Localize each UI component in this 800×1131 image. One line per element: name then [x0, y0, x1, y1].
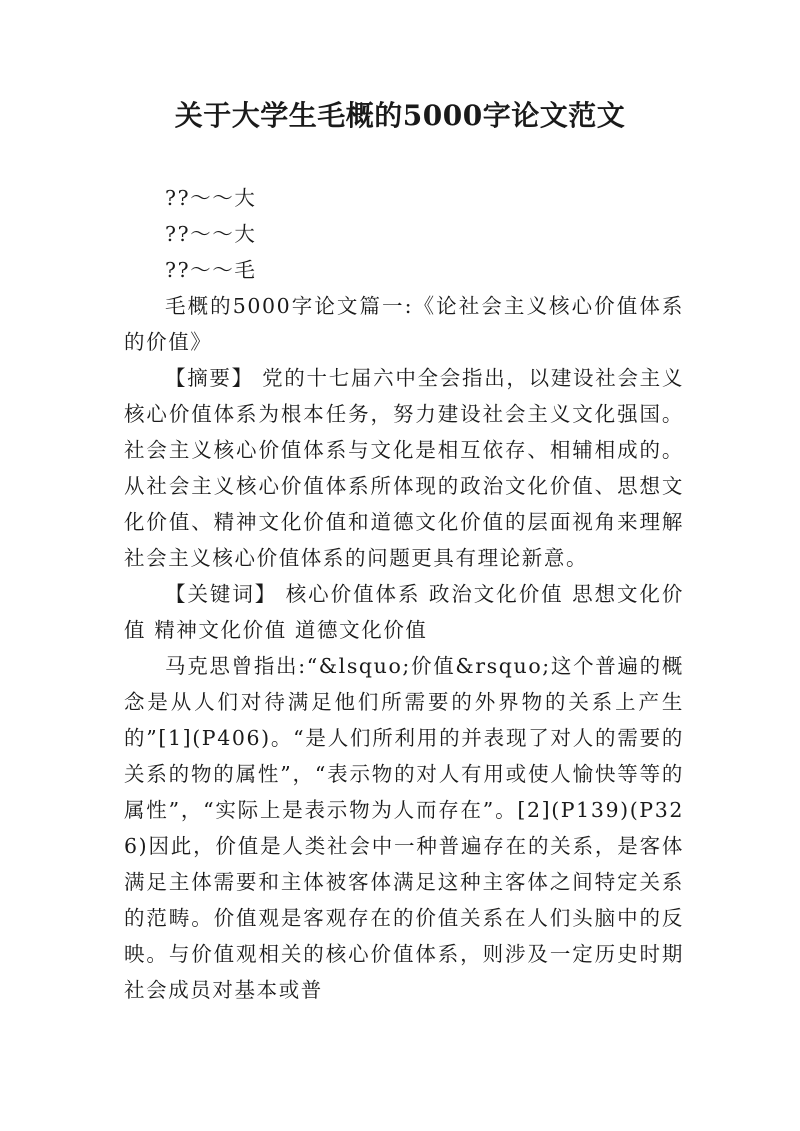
keywords-paragraph: 【关键词】 核心价值体系 政治文化价值 思想文化价值 精神文化价值 道德文化价值 [124, 582, 684, 642]
body-paragraph: 马克思曾指出:“&lsquo;价值&rsquo;这个普遍的概念是从人们对待满足他们所需要的外界物的关系上产生的”[1](P406)。“是人们所利用的并表现了对人的需要的关系的物的属性”，“表示物的对人有用或使人愉快等等的属性”，“实际上是表示物为人而存在”。[2](P139)(P326)因此，价值是人类社会中一种普遍存在的关系，是客体满足主体需要和主体被客体满足这种主客体之间特定关系的范畴。价值观是客观存在的价值关系在人们头脑中的反映。与价值观相关的核心价值体系，则涉及一定历史时期社会成员对基本或普 [124, 654, 684, 1002]
section-heading: 毛概的5000字论文篇一:《论社会主义核心价值体系的价值》 [124, 294, 684, 354]
placeholder-line: ??～～大 [165, 222, 257, 246]
document-title: 关于大学生毛概的5000字论文范文 [174, 99, 626, 132]
document-body [124, 180, 684, 1008]
placeholder-line: ??～～大 [165, 186, 257, 210]
abstract-paragraph: 【摘要】 党的十七届六中全会指出，以建设社会主义核心价值体系为根本任务，努力建设社会主义文化强国。社会主义核心价值体系与文化是相互依存、相辅相成的。从社会主义核心价值体系所体现的政治文化价值、思想文化价值、精神文化价值和道德文化价值的层面视角来理解社会主义核心价值体系的问题更具有理论新意。 [124, 366, 684, 570]
placeholder-line: ??～～毛 [165, 258, 257, 282]
